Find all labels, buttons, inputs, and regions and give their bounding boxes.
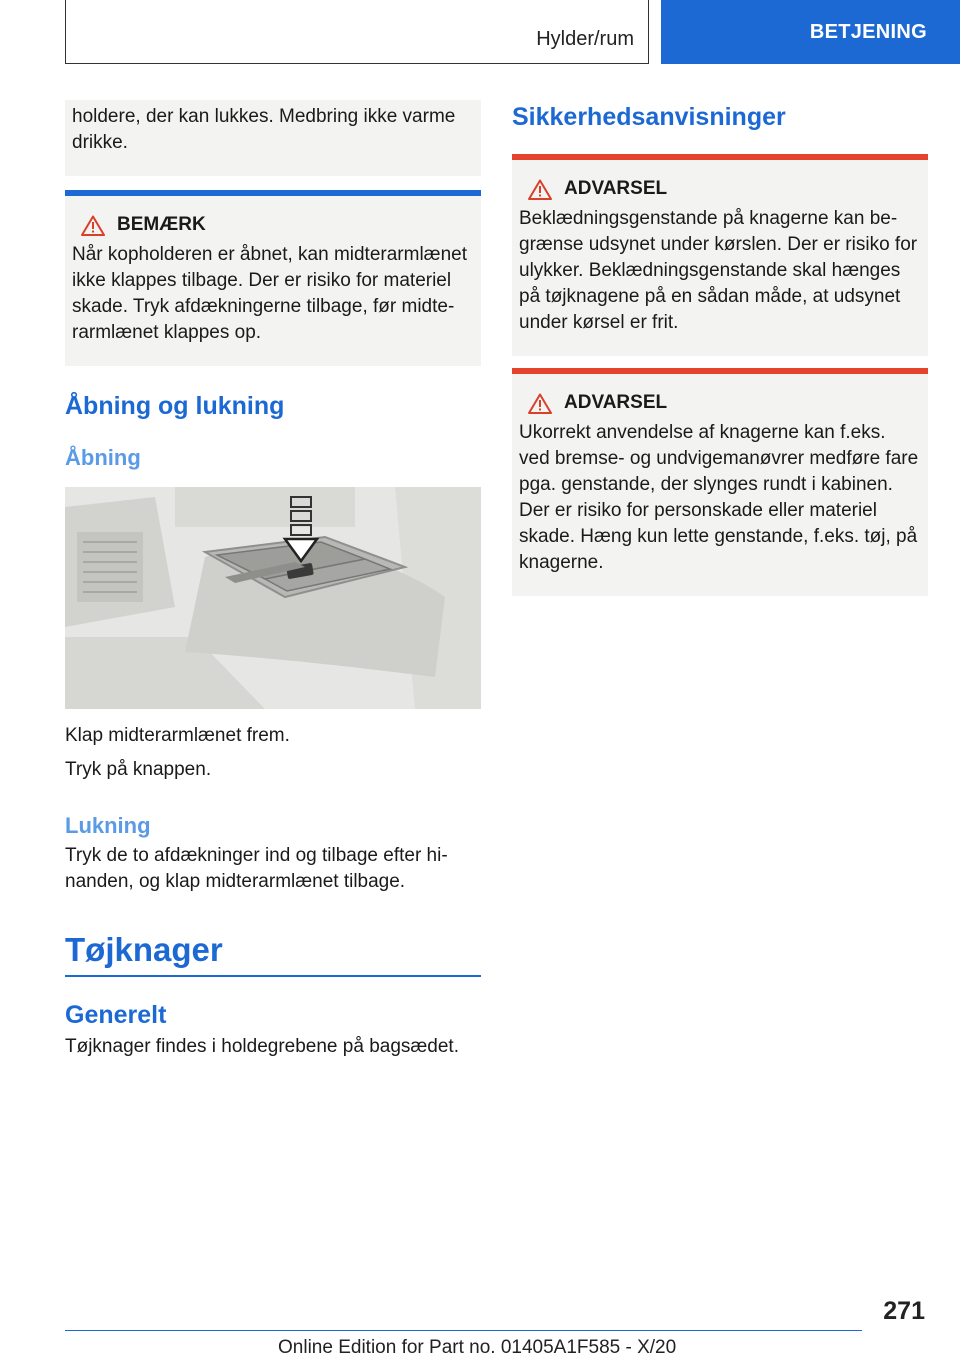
note-heading	[81, 214, 473, 236]
note-box	[65, 190, 481, 366]
chapter-title: Tøjknager	[65, 931, 481, 977]
note-text: Når kopholderen er åbnet, kan midterarmlænet ikke klappes tilbage. Der er risiko for materiel skade. Tryk afdækningerne tilbage, før midterarmlænet klappes op.	[72, 244, 467, 343]
page-number: 271	[883, 1297, 925, 1325]
opening-title: Åbning	[65, 445, 141, 470]
warning-triangle-icon	[81, 215, 105, 236]
header-chapter-label: BETJENING	[809, 20, 927, 43]
footer-rule	[65, 1330, 862, 1331]
warning-1-text: Beklædningsgenstande på knagerne kan begrænse udsynet under kørslen. Der er risiko for ulykker. Beklædningsgenstande skal hænges på tøjknagene på en sådan måde, at udsynet under kørsel er frit.	[519, 208, 918, 333]
opening-step-2: Tryk på knappen.	[65, 759, 212, 780]
armrest-illustration	[65, 487, 481, 709]
general-text: Tøjknager findes i holdegrebene på bagsædet.	[65, 1036, 459, 1057]
continued-text: holdere, der kan lukkes. Medbring ikke varme drikke.	[72, 106, 456, 153]
continued-notice-box	[65, 100, 481, 176]
warning-2-heading	[528, 392, 920, 414]
warning-triangle-icon	[528, 393, 552, 414]
header-section-title: Hylder/rum	[536, 28, 634, 50]
closing-title: Lukning	[65, 813, 151, 838]
note-label: BEMÆRK	[117, 214, 206, 235]
closing-text: Tryk de to afdækninger ind og tilbage efter hinanden, og klap midterarmlænet tilbage.	[65, 845, 448, 892]
header-chapter-tab	[661, 0, 960, 64]
general-title: Generelt	[65, 1001, 167, 1029]
warning-1-label: ADVARSEL	[564, 178, 668, 199]
footer-edition: Online Edition for Part no. 01405A1F585 - X/20	[278, 1337, 677, 1358]
opening-step-1: Klap midterarmlænet frem.	[65, 725, 290, 746]
right-column	[512, 100, 928, 596]
safety-title: Sikkerhedsanvisninger	[512, 103, 786, 131]
warning-triangle-icon	[528, 179, 552, 200]
warning-1-heading	[528, 178, 920, 200]
armrest-photo	[65, 487, 481, 709]
warning-box-2	[512, 368, 928, 596]
warning-box-1	[512, 154, 928, 356]
warning-2-label: ADVARSEL	[564, 392, 668, 413]
warning-2-text: Ukorrekt anvendelse af knagerne kan f.eks. ved bremse- og undvigemanøvrer medføre fare pga. genstande, der slynges rundt i kabinen. Der er risiko for personskade eller materiel skade. Hæng kun lette genstande, f.eks. tøj, på knagerne.	[519, 422, 919, 573]
left-column	[65, 100, 481, 1060]
section-title: Åbning og lukning	[65, 392, 285, 420]
